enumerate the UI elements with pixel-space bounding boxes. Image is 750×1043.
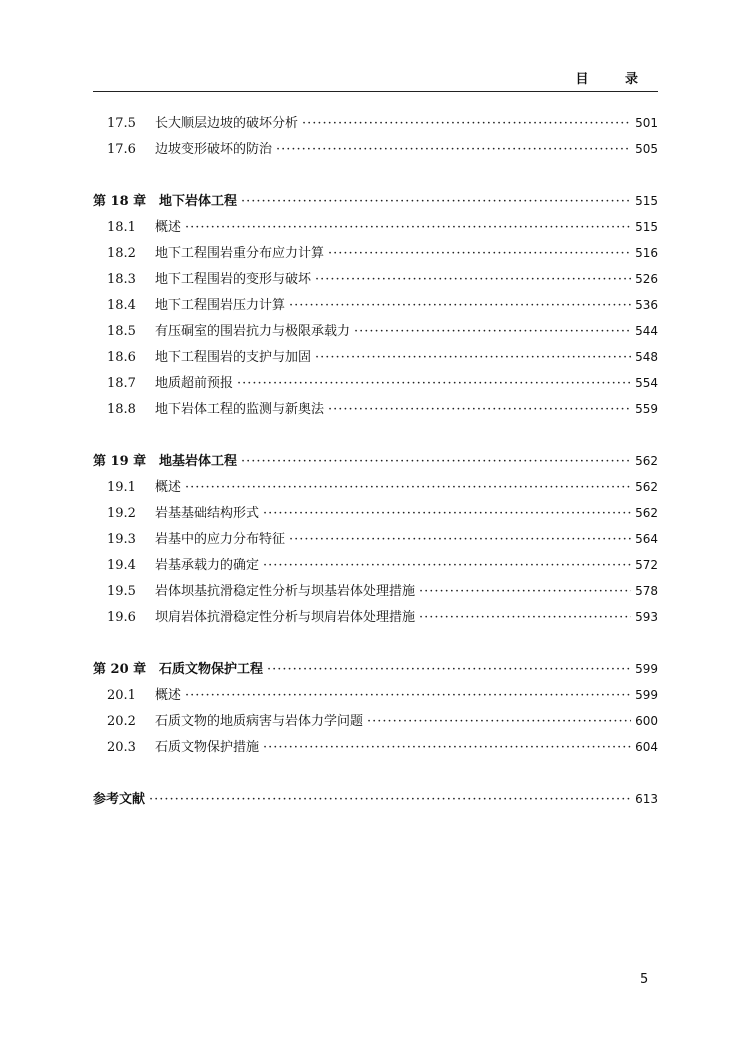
section-title: 地下岩体工程的监测与新奥法 (155, 402, 325, 417)
dot-leader (267, 657, 631, 683)
chapter-title: 地基岩体工程 (159, 454, 238, 469)
section-page: 515 (635, 220, 658, 234)
toc-entry-19-6[interactable] (93, 604, 658, 630)
dot-leader (263, 735, 631, 761)
toc-entry-20-1[interactable] (93, 682, 658, 708)
section-page: 562 (635, 506, 658, 520)
section-number: 19.2 (107, 506, 136, 521)
section-title: 地下工程围岩压力计算 (155, 298, 286, 313)
section-page: 554 (635, 376, 658, 390)
section-page: 604 (635, 740, 658, 754)
running-header (93, 60, 658, 92)
toc-entry-18-2[interactable] (93, 240, 658, 266)
table-of-contents (93, 110, 658, 812)
section-number: 20.1 (107, 688, 136, 703)
dot-leader (354, 319, 631, 345)
section-title: 岩基中的应力分布特征 (155, 532, 286, 547)
dot-leader (237, 371, 631, 397)
dot-leader (328, 397, 631, 423)
section-page: 562 (635, 480, 658, 494)
dot-leader (241, 449, 631, 475)
section-title: 石质文物保护措施 (155, 740, 260, 755)
dot-leader (315, 345, 631, 371)
toc-entry-18-6[interactable] (93, 344, 658, 370)
dot-leader (289, 527, 631, 553)
section-title: 岩体坝基抗滑稳定性分析与坝基岩体处理措施 (155, 584, 416, 599)
section-page: 572 (635, 558, 658, 572)
dot-leader (302, 111, 631, 137)
chapter-page: 599 (635, 662, 658, 676)
section-page: 559 (635, 402, 658, 416)
dot-leader (419, 605, 631, 631)
toc-chapter-20[interactable] (93, 656, 658, 682)
dot-leader (263, 553, 631, 579)
toc-entry-19-2[interactable] (93, 500, 658, 526)
dot-leader (367, 709, 631, 735)
dot-leader (315, 267, 631, 293)
section-number: 18.4 (107, 298, 136, 313)
section-number: 20.3 (107, 740, 136, 755)
dot-leader (241, 189, 631, 215)
section-number: 18.2 (107, 246, 136, 261)
section-title: 岩基基础结构形式 (155, 506, 260, 521)
section-number: 19.6 (107, 610, 136, 625)
dot-leader (185, 475, 631, 501)
dot-leader (263, 501, 631, 527)
dot-leader (328, 241, 631, 267)
header-rule (93, 91, 658, 92)
toc-entry-20-2[interactable] (93, 708, 658, 734)
chapter-number: 第 18 章 (93, 194, 147, 209)
section-number: 17.5 (107, 116, 136, 131)
section-page: 599 (635, 688, 658, 702)
toc-entry-19-5[interactable] (93, 578, 658, 604)
spacer (93, 760, 658, 786)
toc-chapter-18[interactable] (93, 188, 658, 214)
dot-leader (185, 683, 631, 709)
toc-entry-18-8[interactable] (93, 396, 658, 422)
section-title: 有压硐室的围岩抗力与极限承载力 (155, 324, 351, 339)
section-number: 20.2 (107, 714, 136, 729)
dot-leader (276, 137, 631, 163)
section-title: 岩基承载力的确定 (155, 558, 260, 573)
toc-entry-19-3[interactable] (93, 526, 658, 552)
section-page: 564 (635, 532, 658, 546)
section-title: 石质文物的地质病害与岩体力学问题 (155, 714, 364, 729)
section-page: 600 (635, 714, 658, 728)
section-page: 578 (635, 584, 658, 598)
section-title: 地下工程围岩的支护与加固 (155, 350, 312, 365)
section-title: 长大顺层边坡的破坏分析 (155, 116, 299, 131)
toc-entry-18-5[interactable] (93, 318, 658, 344)
header-title: 目 录 (575, 72, 654, 87)
toc-entry-20-3[interactable] (93, 734, 658, 760)
section-title: 地质超前预报 (155, 376, 234, 391)
section-title: 坝肩岩体抗滑稳定性分析与坝肩岩体处理措施 (155, 610, 416, 625)
spacer (93, 630, 658, 656)
section-number: 18.8 (107, 402, 136, 417)
section-number: 18.5 (107, 324, 136, 339)
section-page: 505 (635, 142, 658, 156)
section-title: 概述 (155, 480, 182, 495)
section-number: 18.6 (107, 350, 136, 365)
section-title: 概述 (155, 220, 182, 235)
section-number: 17.6 (107, 142, 136, 157)
toc-entry-19-1[interactable] (93, 474, 658, 500)
toc-entry-17-5[interactable] (93, 110, 658, 136)
toc-entry-18-7[interactable] (93, 370, 658, 396)
page-number: 5 (640, 972, 649, 987)
section-number: 18.7 (107, 376, 136, 391)
spacer (93, 162, 658, 188)
section-number: 18.1 (107, 220, 136, 235)
chapter-title: 石质文物保护工程 (159, 662, 264, 677)
chapter-page: 515 (635, 194, 658, 208)
dot-leader (289, 293, 631, 319)
section-page: 526 (635, 272, 658, 286)
dot-leader (185, 215, 631, 241)
dot-leader (419, 579, 631, 605)
section-number: 19.5 (107, 584, 136, 599)
section-number: 19.4 (107, 558, 136, 573)
section-page: 593 (635, 610, 658, 624)
section-page: 516 (635, 246, 658, 260)
toc-entry-18-4[interactable] (93, 292, 658, 318)
toc-entry-18-3[interactable] (93, 266, 658, 292)
section-title: 边坡变形破坏的防治 (155, 142, 273, 157)
section-page: 548 (635, 350, 658, 364)
chapter-page: 562 (635, 454, 658, 468)
chapter-number: 第 20 章 (93, 662, 147, 677)
chapter-title: 地下岩体工程 (159, 194, 238, 209)
section-title: 地下工程围岩重分布应力计算 (155, 246, 325, 261)
section-title: 地下工程围岩的变形与破坏 (155, 272, 312, 287)
toc-entry-17-6[interactable] (93, 136, 658, 162)
section-page: 536 (635, 298, 658, 312)
toc-references[interactable] (93, 786, 658, 812)
chapter-number: 第 19 章 (93, 454, 147, 469)
toc-entry-19-4[interactable] (93, 552, 658, 578)
toc-entry-18-1[interactable] (93, 214, 658, 240)
references-page: 613 (635, 792, 658, 806)
section-number: 19.3 (107, 532, 136, 547)
section-page: 544 (635, 324, 658, 338)
section-number: 18.3 (107, 272, 136, 287)
section-page: 501 (635, 116, 658, 130)
spacer (93, 422, 658, 448)
section-number: 19.1 (107, 480, 136, 495)
section-title: 概述 (155, 688, 182, 703)
dot-leader (149, 787, 631, 813)
references-title: 参考文献 (93, 792, 146, 807)
toc-chapter-19[interactable] (93, 448, 658, 474)
